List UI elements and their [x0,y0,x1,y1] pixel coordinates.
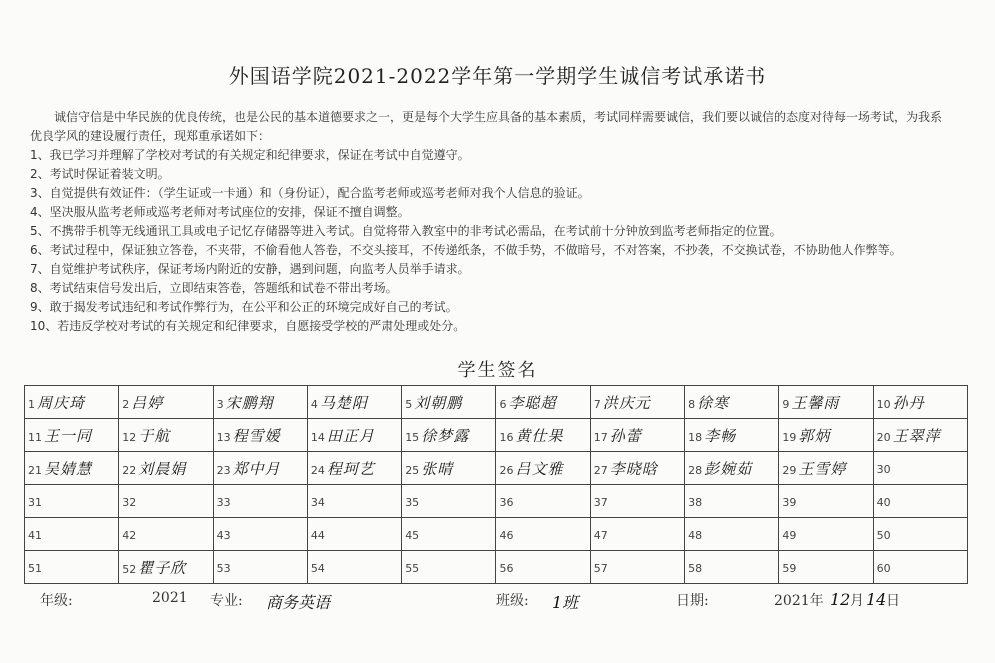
seat-number: 52 [122,562,137,576]
student-signature: 彭婉茹 [704,459,753,478]
student-signature: 宋鹏翔 [225,393,274,412]
signature-cell [496,518,590,551]
student-signature: 徐寒 [697,393,730,412]
signature-cell [402,386,496,419]
seat-number: 25 [405,463,420,477]
signature-cell [119,452,213,485]
seat-number: 34 [310,496,325,509]
class-label: 班级: [496,593,529,609]
signature-cell [873,452,967,485]
date-day: 14 [866,590,887,609]
student-signature: 程珂艺 [326,459,375,478]
pledge-item-9: 9、敢于揭发考试违纪和考试作弊行为，在公平和公正的环境完成好自己的考试。 [30,300,458,314]
seat-number: 15 [405,430,420,444]
signature-cell [119,551,213,584]
seat-number: 17 [593,430,608,444]
pledge-lead: 诚信守信是中华民族的优良传统，也是公民的基本道德要求之一，更是每个大学生应具备的基本素质，考试同样需要诚信，我们要以诚信的态度对待每一场考试，为我系优良学风的建设履行责任，现郑重承诺如下： [30,110,943,143]
signature-cell [307,419,401,452]
student-signature: 黄仕果 [515,426,564,445]
signature-cell [685,518,779,551]
signature-cell [496,386,590,419]
signature-cell [496,452,590,485]
seat-number: 10 [876,397,891,411]
signature-cell [779,485,873,518]
signature-cell [873,518,967,551]
signature-cell [590,419,684,452]
signature-cell [213,518,307,551]
signature-row [25,551,968,584]
signature-cell [873,485,967,518]
day-unit: 日 [886,593,900,609]
pledge-item-8: 8、考试结束信号发出后，立即结束答卷，答题纸和试卷不带出考场。 [30,281,398,295]
student-signature: 王一同 [44,426,93,445]
date-month: 12 [830,590,851,609]
seat-number: 5 [405,397,413,411]
seat-number: 6 [499,397,507,411]
pledge-item-4: 4、坚决服从监考老师或巡考老师对考试座位的安排，保证不擅自调整。 [30,205,410,219]
seat-number: 47 [593,529,608,542]
student-signature: 刘朝鹏 [414,393,463,412]
signature-cell [402,485,496,518]
signature-cell [402,551,496,584]
seat-number: 41 [28,529,42,542]
signature-cell [119,386,213,419]
seat-number: 2 [122,397,130,411]
seat-number: 21 [28,463,42,477]
student-signature: 王翠萍 [892,426,941,445]
seat-number: 1 [28,397,35,411]
student-signature: 吕文雅 [515,459,564,478]
pledge-item-2: 2、考试时保证着装文明。 [30,167,170,181]
signature-cell [496,419,590,452]
signature-cell [685,485,779,518]
seat-number: 59 [782,562,797,575]
signature-cell [685,452,779,485]
date-year: 2021年 [774,593,824,609]
signature-cell [307,452,401,485]
seat-number: 28 [688,463,703,477]
seat-number: 46 [499,529,514,542]
seat-number: 49 [782,529,797,542]
seat-number: 9 [782,397,790,411]
pledge-item-6: 6、考试过程中，保证独立答卷，不夹带，不偷看他人答卷，不交头接耳，不传递纸条，不做手势，不做暗号，不对答案，不抄袭，不交换试卷，不协助他人作弊等。 [30,243,902,257]
signature-cell [307,551,401,584]
footer-info [40,590,960,614]
signature-cell [25,518,119,551]
pledge-item-10: 10、若违反学校对考试的有关规定和纪律要求，自愿接受学校的严肃处理或处分。 [30,319,466,333]
signature-cell [307,386,401,419]
student-signature: 刘晨娟 [138,459,187,478]
student-signature: 孙丹 [892,393,925,412]
grade-label: 年级: [40,593,73,609]
student-signature: 瞿子欣 [138,558,187,577]
seat-number: 38 [688,496,703,509]
student-signature: 孙蕾 [609,426,642,445]
seat-number: 40 [876,496,891,509]
student-signature: 李晓晗 [609,459,658,478]
seat-number: 23 [216,463,231,477]
signature-table [24,385,968,584]
seat-number: 4 [310,397,318,411]
signature-cell [873,419,967,452]
seat-number: 22 [122,463,137,477]
signature-cell [402,452,496,485]
signature-cell [25,485,119,518]
seat-number: 51 [28,562,42,575]
signature-row [25,452,968,485]
seat-number: 54 [310,562,325,575]
signature-cell [779,452,873,485]
seat-number: 20 [876,430,891,444]
signature-section-title: 学生签名 [457,360,538,381]
month-unit: 月 [850,593,864,609]
seat-number: 39 [782,496,797,509]
signature-cell [590,485,684,518]
signature-cell [119,518,213,551]
seat-number: 33 [216,496,231,509]
seat-number: 7 [593,397,601,411]
signature-cell [685,551,779,584]
signature-cell [873,386,967,419]
seat-number: 48 [688,529,703,542]
seat-number: 26 [499,463,514,477]
student-signature: 程雪媛 [232,426,281,445]
signature-cell [25,386,119,419]
signature-row [25,485,968,518]
signature-cell [307,485,401,518]
signature-cell [213,386,307,419]
signature-cell [685,386,779,419]
student-signature: 王馨雨 [791,393,840,412]
signature-cell [213,419,307,452]
signature-cell [25,419,119,452]
seat-number: 3 [216,397,224,411]
seat-number: 58 [688,562,703,575]
signature-cell [213,485,307,518]
major-label: 专业: [210,593,243,609]
seat-number: 35 [405,496,420,509]
major-value: 商务英语 [266,593,331,612]
seat-number: 12 [122,430,137,444]
seat-number: 13 [216,430,231,444]
signature-cell [590,518,684,551]
seat-number: 43 [216,529,231,542]
student-signature: 郭炳 [798,426,831,445]
seat-number: 14 [310,430,325,444]
seat-number: 50 [876,529,891,542]
signature-cell [779,518,873,551]
signature-cell [119,485,213,518]
seat-number: 30 [876,463,891,476]
student-signature: 李聪超 [508,393,557,412]
signature-cell [685,419,779,452]
signature-cell [307,518,401,551]
student-signature: 周庆琦 [37,393,86,412]
seat-number: 36 [499,496,514,509]
student-signature: 洪庆元 [602,393,651,412]
date-label: 日期: [676,593,709,609]
seat-number: 18 [688,430,703,444]
signature-cell [25,452,119,485]
student-signature: 吕婷 [131,393,164,412]
pledge-text [30,108,950,336]
signature-cell [779,551,873,584]
seat-number: 32 [122,496,137,509]
seat-number: 45 [405,529,420,542]
signature-cell [590,452,684,485]
pledge-item-7: 7、自觉维护考试秩序，保证考场内附近的安静，遇到问题，向监考人员举手请求。 [30,262,470,276]
seat-number: 31 [28,496,42,509]
signature-cell [402,518,496,551]
seat-number: 60 [876,562,891,575]
grade-value: 2021 [152,590,188,606]
seat-number: 27 [593,463,608,477]
seat-number: 42 [122,529,137,542]
signature-row [25,419,968,452]
seat-number: 55 [405,562,420,575]
student-signature: 徐梦露 [421,426,470,445]
student-signature: 于航 [138,426,171,445]
signature-cell [496,485,590,518]
student-signature: 田正月 [326,426,375,445]
pledge-item-1: 1、我已学习并理解了学校对考试的有关规定和纪律要求，保证在考试中自觉遵守。 [30,148,470,162]
seat-number: 24 [310,463,325,477]
signature-cell [213,452,307,485]
student-signature: 张晴 [421,459,454,478]
seat-number: 11 [28,430,42,444]
signature-cell [590,551,684,584]
student-signature: 郑中月 [232,459,281,478]
student-signature: 李畅 [704,426,737,445]
seat-number: 19 [782,430,797,444]
student-signature: 吴婧慧 [44,459,93,478]
seat-number: 44 [310,529,325,542]
seat-number: 53 [216,562,231,575]
document-title: 外国语学院2021-2022学年第一学期学生诚信考试承诺书 [228,64,767,88]
signature-cell [779,419,873,452]
seat-number: 56 [499,562,514,575]
signature-cell [590,386,684,419]
signature-cell [213,551,307,584]
seat-number: 16 [499,430,514,444]
signature-cell [119,419,213,452]
student-signature: 马楚阳 [319,393,368,412]
signature-cell [25,551,119,584]
seat-number: 29 [782,463,797,477]
signature-row [25,518,968,551]
pledge-item-5: 5、不携带手机等无线通讯工具或电子记忆存储器等进入考试。自觉将带入教室中的非考试必需品，在考试前十分钟放到监考老师指定的位置。 [30,224,782,238]
signature-cell [496,551,590,584]
class-value: 1班 [552,593,579,612]
seat-number: 57 [593,562,608,575]
student-signature: 王雪婷 [798,459,847,478]
seat-number: 8 [688,397,696,411]
signature-cell [779,386,873,419]
pledge-item-3: 3、自觉提供有效证件：（学生证或一卡通）和（身份证），配合监考老师或巡考老师对我个人信息的验证。 [30,186,590,200]
seat-number: 37 [593,496,608,509]
signature-cell [402,419,496,452]
signature-cell [873,551,967,584]
signature-row [25,386,968,419]
